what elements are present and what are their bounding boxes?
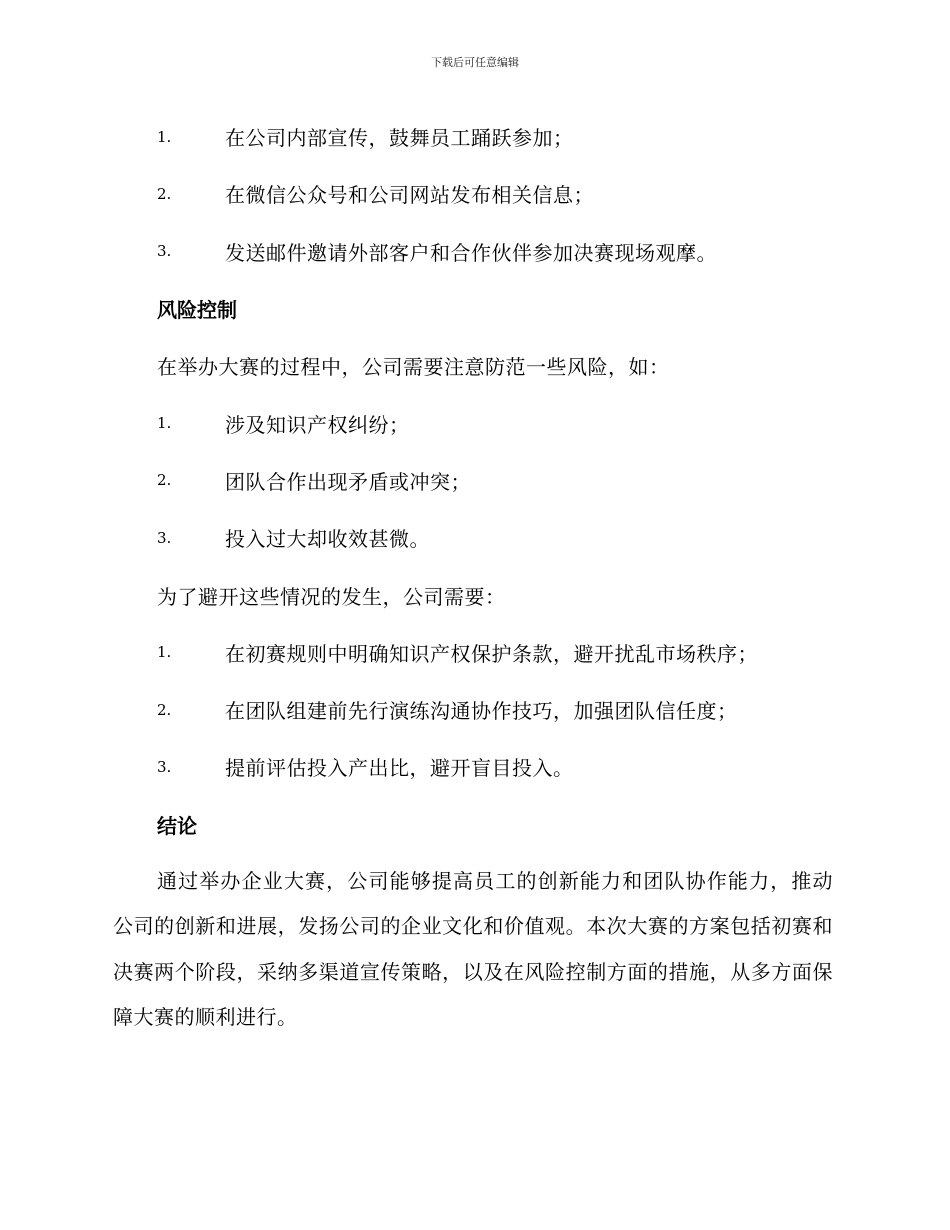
- promotion-list: [113, 108, 833, 280]
- risk-list: [113, 394, 833, 566]
- risk-heading: 风险控制: [157, 298, 237, 323]
- list-item: [113, 394, 833, 451]
- list-text: 涉及知识产权纠纷；: [225, 412, 410, 437]
- list-number: 3.: [157, 757, 172, 776]
- conclusion-heading: 结论: [157, 813, 197, 838]
- document-body: [113, 108, 833, 1041]
- list-number: 2.: [157, 700, 172, 719]
- measures-intro: 为了避开这些情况的发生，公司需要：: [157, 584, 506, 609]
- conclusion-paragraph: 通过举办企业大赛，公司能够提高员工的创新能力和团队协作能力，推动公司的创新和进展，发扬公司的企业文化和价值观。本次大赛的方案包括初赛和决赛两个阶段，采纳多渠道宣传策略，以及在风险控制方面的措施，从多方面保障大赛的顺利进行。: [113, 868, 833, 1030]
- list-text: 在微信公众号和公司网站发布相关信息；: [225, 183, 594, 208]
- list-text: 团队合作出现矛盾或冲突；: [225, 469, 471, 494]
- list-item: [113, 681, 833, 738]
- measures-list: [113, 624, 833, 796]
- risk-intro: 在举办大赛的过程中，公司需要注意防范一些风险，如：: [157, 355, 670, 380]
- list-number: 1.: [157, 643, 172, 662]
- list-number: 1.: [157, 414, 172, 433]
- list-text: 在公司内部宣传，鼓舞员工踊跃参加；: [225, 126, 574, 151]
- list-number: 1.: [157, 127, 172, 146]
- list-item: [113, 509, 833, 566]
- list-item: [113, 624, 833, 681]
- list-text: 发送邮件邀请外部客户和合作伙伴参加决赛现场观摩。: [225, 240, 717, 265]
- list-number: 3.: [157, 528, 172, 547]
- page-header: 下载后可任意编辑: [431, 56, 519, 69]
- list-text: 在初赛规则中明确知识产权保护条款，避开扰乱市场秩序；: [225, 641, 758, 666]
- list-number: 3.: [157, 242, 172, 261]
- list-text: 在团队组建前先行演练沟通协作技巧，加强团队信任度；: [225, 699, 738, 724]
- list-number: 2.: [157, 471, 172, 490]
- list-item: [113, 452, 833, 509]
- list-number: 2.: [157, 184, 172, 203]
- list-text: 投入过大却收效甚微。: [225, 527, 430, 552]
- list-item: [113, 223, 833, 280]
- list-item: [113, 738, 833, 795]
- list-text: 提前评估投入产出比，避开盲目投入。: [225, 756, 574, 781]
- list-item: [113, 165, 833, 222]
- list-item: [113, 108, 833, 165]
